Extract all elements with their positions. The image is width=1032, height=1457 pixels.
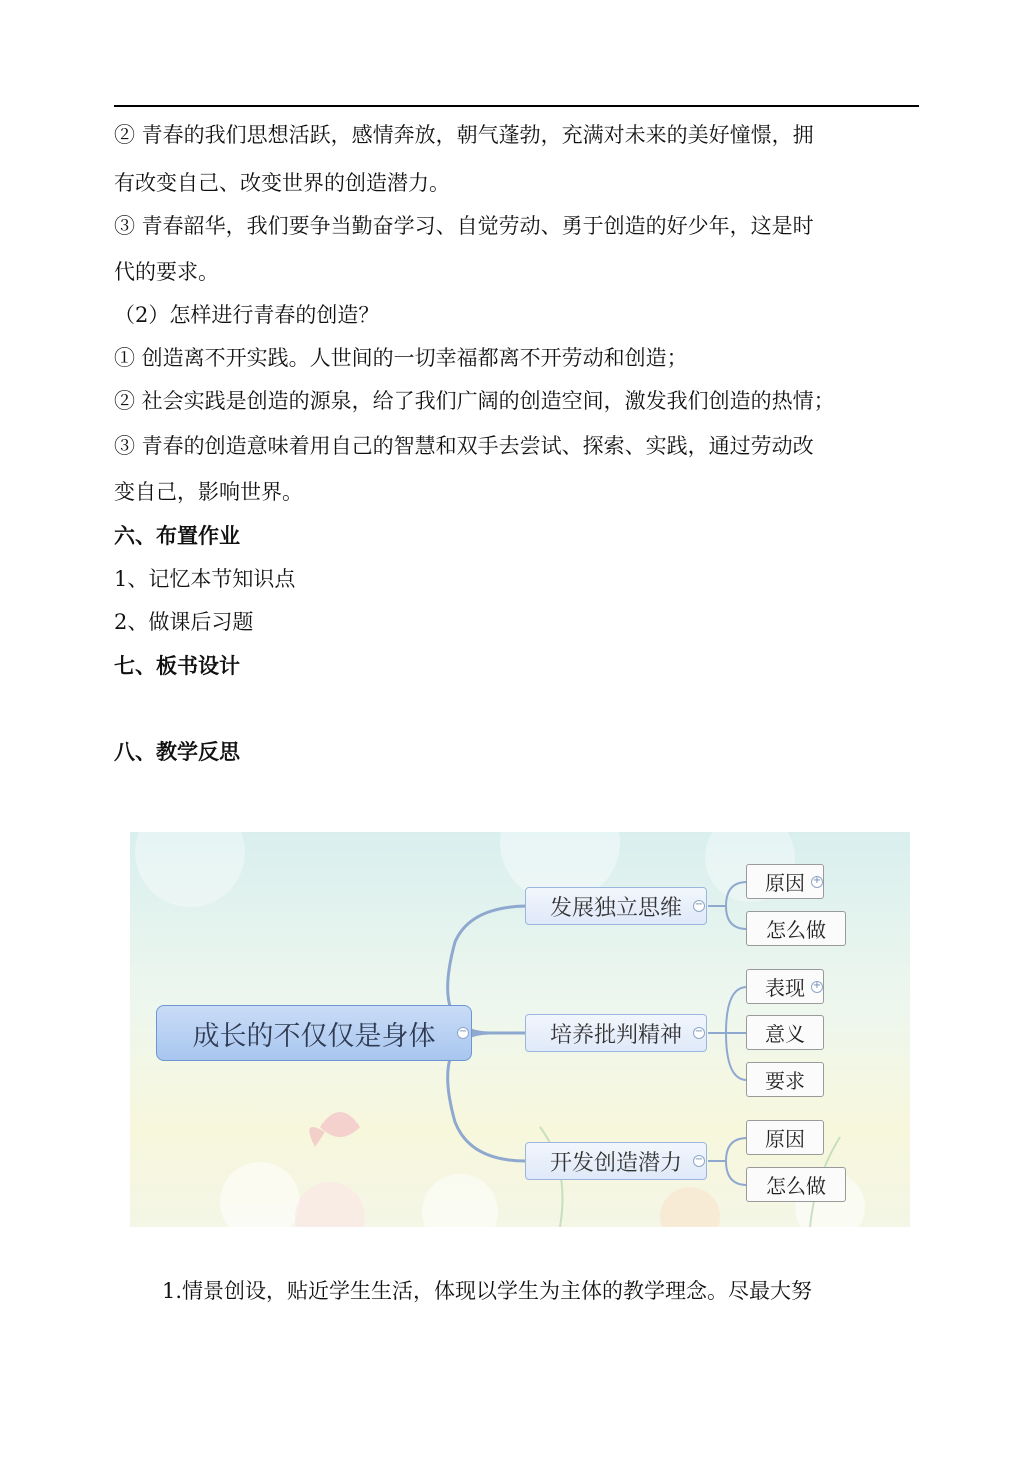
text-line: ② 青春的我们思想活跃，感情奔放，朝气蓬勃，充满对未来的美好憧憬，拥 bbox=[114, 123, 814, 147]
mind-map-leaf[interactable]: 原因 bbox=[746, 864, 824, 899]
collapse-icon[interactable]: − bbox=[694, 1026, 704, 1037]
collapse-icon[interactable]: − bbox=[694, 1154, 704, 1165]
homework-item: 1、记忆本节知识点 bbox=[114, 567, 296, 591]
mind-map bbox=[130, 832, 910, 1227]
mind-map-leaf[interactable]: 原因 bbox=[746, 1120, 824, 1155]
text-line: 代的要求。 bbox=[114, 260, 219, 284]
text-line: ② 社会实践是创造的源泉，给了我们广阔的创造空间，激发我们创造的热情； bbox=[114, 389, 835, 413]
text-line: ① 创造离不开实践。人世间的一切幸福都离不开劳动和创造； bbox=[114, 346, 688, 370]
mind-map-leaf[interactable]: 表现 bbox=[746, 969, 824, 1004]
mind-map-leaf[interactable]: 意义 bbox=[746, 1015, 824, 1050]
text-line: 变自己，影响世界。 bbox=[114, 480, 303, 504]
section-heading-homework: 六、布置作业 bbox=[114, 523, 240, 548]
text-line: ③ 青春的创造意味着用自己的智慧和双手去尝试、探索、实践，通过劳动改 bbox=[114, 434, 814, 458]
expand-icon[interactable]: + bbox=[812, 875, 822, 886]
homework-item: 2、做课后习题 bbox=[114, 610, 254, 634]
mind-map-branch[interactable]: 开发创造潜力 bbox=[525, 1142, 707, 1180]
expand-icon[interactable]: + bbox=[812, 980, 822, 991]
mind-map-leaf[interactable]: 怎么做 bbox=[746, 911, 846, 946]
text-line: ③ 青春韶华，我们要争当勤奋学习、自觉劳动、勇于创造的好少年，这是时 bbox=[114, 214, 814, 238]
mind-map-leaf[interactable]: 怎么做 bbox=[746, 1167, 846, 1202]
text-line: （2）怎样进行青春的创造？ bbox=[114, 303, 380, 327]
header-rule bbox=[114, 105, 919, 107]
reflection-paragraph: 1.情景创设，贴近学生生活，体现以学生为主体的教学理念。尽最大努 bbox=[162, 1279, 813, 1303]
mind-map-leaf[interactable]: 要求 bbox=[746, 1062, 824, 1097]
section-heading-reflection: 八、教学反思 bbox=[114, 739, 240, 764]
mind-map-branch[interactable]: 发展独立思维 bbox=[525, 887, 707, 925]
mind-map-branch[interactable]: 培养批判精神 bbox=[525, 1014, 707, 1052]
collapse-icon[interactable]: − bbox=[694, 899, 704, 910]
text-line: 有改变自己、改变世界的创造潜力。 bbox=[114, 171, 450, 195]
collapse-icon[interactable]: − bbox=[458, 1026, 468, 1037]
mind-map-root[interactable]: 成长的不仅仅是身体 bbox=[156, 1005, 472, 1061]
section-heading-board-design: 七、板书设计 bbox=[114, 653, 240, 678]
